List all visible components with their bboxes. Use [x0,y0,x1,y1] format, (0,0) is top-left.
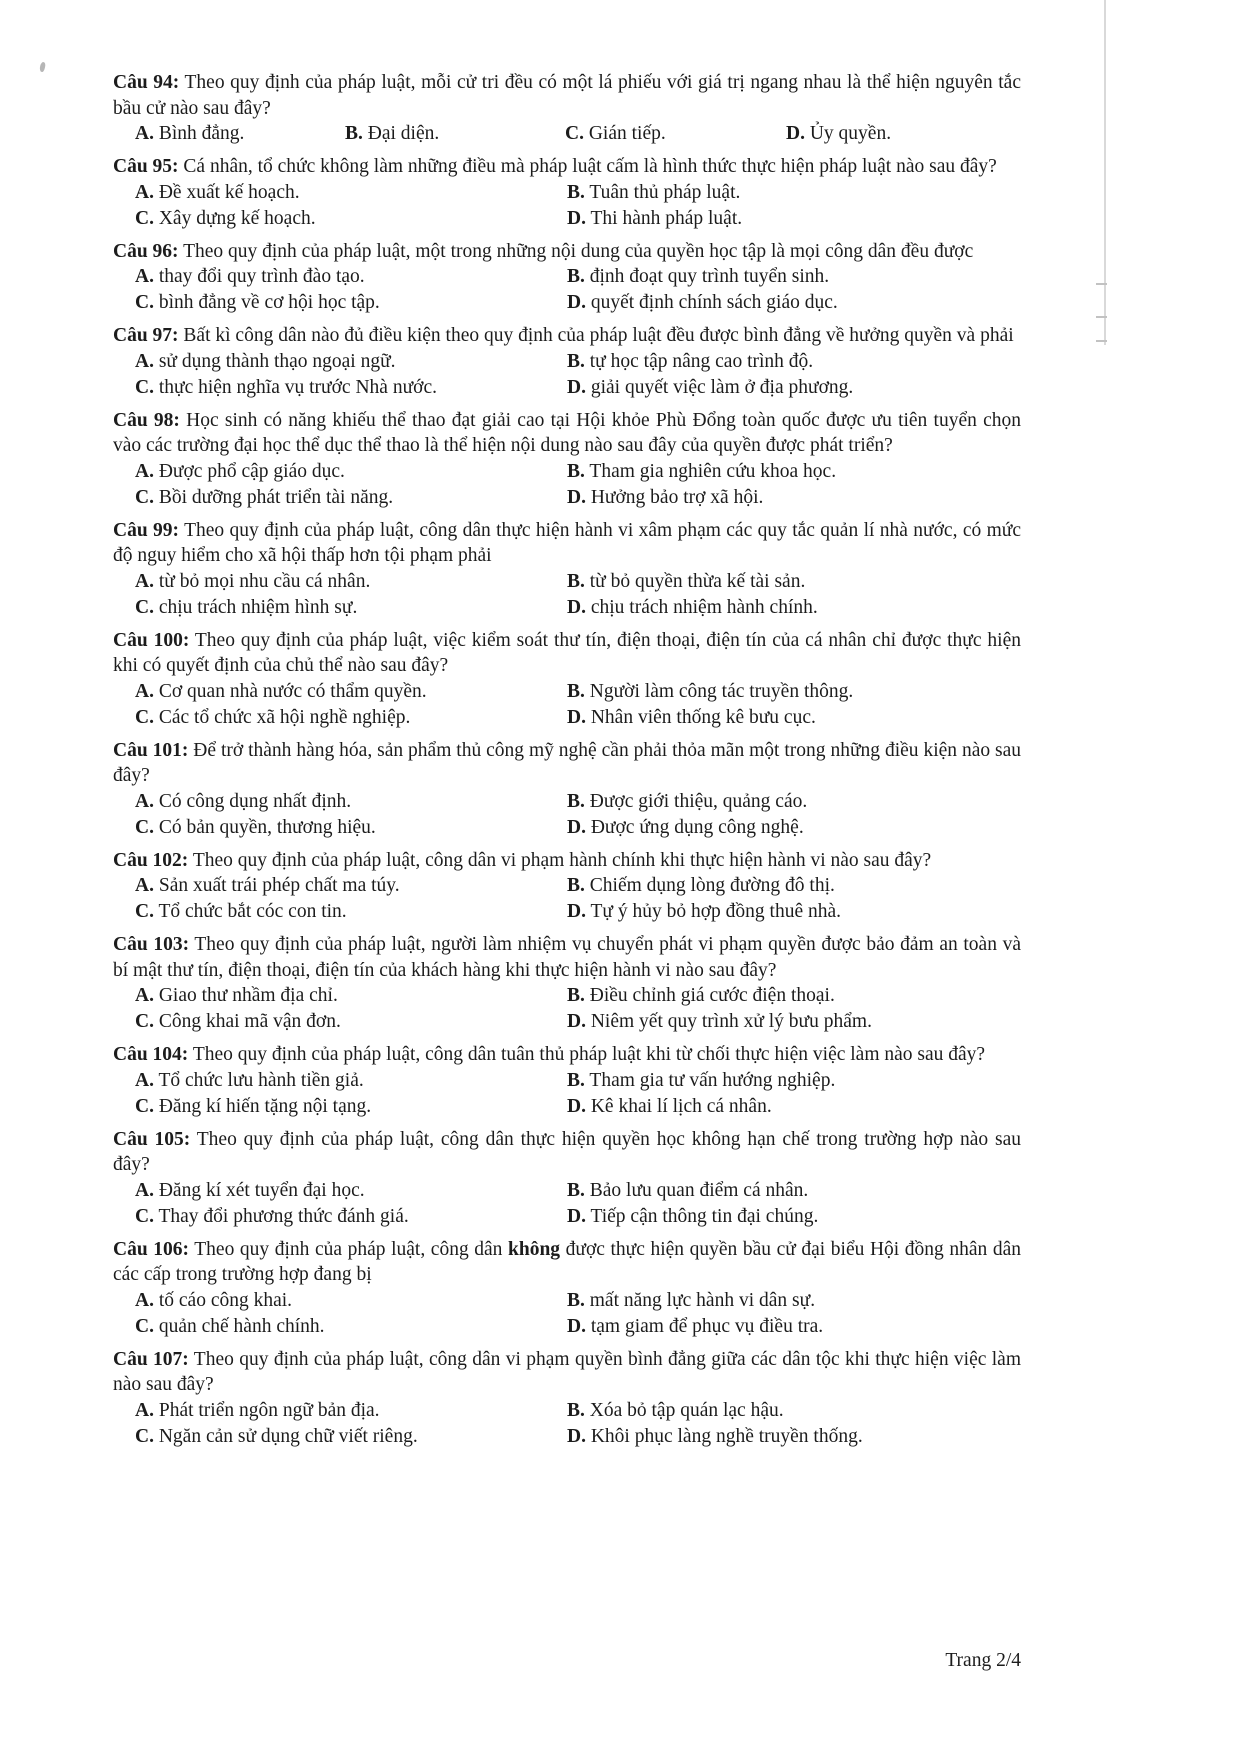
options [113,1068,1021,1120]
option-b: B. Người làm công tác truyền thông. [567,680,854,702]
question-text [113,1237,1021,1288]
option-letter: D. [567,376,586,398]
option-letter: B. [567,875,585,896]
option-letter: B. [567,1289,585,1311]
option-letter: B. [345,123,363,144]
question-text [113,70,1021,121]
options [113,349,1021,401]
option-d: D. Ủy quyền. [786,123,892,144]
option-c: C. Tổ chức bắt cóc con tin. [135,901,347,922]
option-a: A. Được phổ cập giáo dục. [135,460,345,482]
option-letter: B. [567,1179,585,1201]
scan-artifact-tick [1096,316,1107,318]
option-c: C. chịu trách nhiệm hình sự. [135,596,358,618]
option-b: B. định đoạt quy trình tuyển sinh. [567,266,830,287]
scan-artifact-tick [1096,283,1107,285]
question [113,518,1021,621]
option-c: C. Bồi dưỡng phát triển tài năng. [135,486,394,508]
options [113,679,1021,731]
option-letter: C. [135,207,154,229]
options [113,1178,1021,1230]
option-a: A. Cơ quan nhà nước có thẩm quyền. [135,680,427,702]
question-segment: Theo quy định của pháp luật, công dân thực hiện hành vi xâm phạm các quy tắc quản lí nhà nước, có mức độ nguy hiểm cho xã hội thấp hơn tội phạm phải [113,519,1021,566]
option-letter: C. [135,292,154,313]
question-text [113,239,1021,265]
option-c: C. bình đẳng về cơ hội học tập. [135,292,380,313]
option-a: A. Có công dụng nhất định. [135,790,352,812]
option-b: B. mất năng lực hành vi dân sự. [567,1289,816,1311]
question [113,1042,1021,1120]
option-letter: D. [567,816,586,838]
option-c: C. Công khai mã vận đơn. [135,1011,341,1032]
option-d: D. chịu trách nhiệm hành chính. [567,596,818,618]
option-d: D. Khôi phục làng nghề truyền thống. [567,1425,863,1447]
option-letter: B. [567,680,585,702]
option-d: D. Tiếp cận thông tin đại chúng. [567,1205,819,1227]
question-segment: Theo quy định của pháp luật, người làm nhiệm vụ chuyển phát vi phạm quyền được bảo đảm an toàn và bí mật thư tín, điện thoại, điện tín của khách hàng khi thực hiện hành vi nào sau đây? [113,934,1021,981]
option-letter: D. [567,1315,586,1337]
question-segment: Theo quy định của pháp luật, công dân [194,1238,509,1260]
option-a: A. Bình đẳng. [135,123,245,144]
question-segment: Học sinh có năng khiếu thể thao đạt giải cao tại Hội khỏe Phù Đổng toàn quốc được ưu tiên tuyển chọn vào các trường đại học thể dục thể thao là thể hiện nội dung nào sau đây của quyền được phát triển? [113,409,1021,456]
option-letter: D. [567,1011,586,1032]
option-a: A. Đề xuất kế hoạch. [135,181,300,203]
option-c: C. Gián tiếp. [565,123,666,144]
question-segment: Cá nhân, tổ chức không làm những điều mà pháp luật cấm là hình thức thực hiện pháp luật nào sau đây? [183,156,997,177]
option-letter: B. [567,570,585,592]
question-segment: Theo quy định của pháp luật, công dân vi phạm quyền bình đẳng giữa các dân tộc khi thực hiện việc làm nào sau đây? [113,1348,1022,1395]
option-d: D. tạm giam để phục vụ điều tra. [567,1315,824,1337]
option-c: C. Các tổ chức xã hội nghề nghiệp. [135,706,411,728]
option-letter: D. [567,1425,586,1447]
option-letter: C. [135,816,154,838]
option-letter: A. [135,790,154,812]
option-c: C. thực hiện nghĩa vụ trước Nhà nước. [135,376,437,398]
question-segment: Theo quy định của pháp luật, mỗi cử tri đều có một lá phiếu với giá trị ngang nhau là thể hiện nguyên tắc bầu cử nào sau đây? [113,72,1021,119]
question-text [113,1347,1021,1398]
option-letter: D. [567,207,586,229]
scan-artifact-tick [1096,340,1107,342]
option-letter: B. [567,1069,585,1091]
question-text [113,848,1021,874]
option-letter: C. [135,1011,154,1032]
option-letter: D. [567,292,586,313]
page-number: Trang 2/4 [945,1650,1021,1671]
option-d: D. Hưởng bảo trợ xã hội. [567,486,764,508]
option-letter: A. [135,350,154,372]
question-segment: Theo quy định của pháp luật, một trong những nội dung của quyền học tập là mọi công dân đều được [183,240,974,262]
options [113,873,1021,925]
option-d: D. Được ứng dụng công nghệ. [567,816,804,838]
question-segment: Bất kì công dân nào đủ điều kiện theo quy định của pháp luật đều được bình đẳng về hưởng quyền và phải [183,325,1014,346]
question-number: Câu 104: [113,1044,189,1065]
question [113,70,1021,147]
option-letter: B. [567,460,585,482]
option-d: D. Thi hành pháp luật. [567,207,743,229]
option-d: D. Niêm yết quy trình xử lý bưu phẩm. [567,1011,872,1032]
option-a: A. thay đổi quy trình đào tạo. [135,266,365,287]
option-a: A. Đăng kí xét tuyển đại học. [135,1179,365,1201]
option-letter: C. [135,901,154,922]
question-number: Câu 106: [113,1238,190,1260]
option-letter: A. [135,1179,154,1201]
option-b: B. Xóa bỏ tập quán lạc hậu. [567,1399,784,1421]
options [113,1288,1021,1340]
option-b: B. Được giới thiệu, quảng cáo. [567,790,808,812]
option-c: C. Xây dựng kế hoạch. [135,207,316,229]
option-a: A. Tổ chức lưu hành tiền giả. [135,1069,364,1091]
question-segment: Theo quy định của pháp luật, việc kiểm soát thư tín, điện thoại, điện tín của cá nhân chỉ được thực hiện khi có quyết định của chủ thể nào sau đây? [113,629,1021,676]
question-number: Câu 107: [113,1348,189,1370]
option-letter: A. [135,1069,154,1091]
question [113,408,1021,511]
options [113,1398,1021,1450]
question-number: Câu 99: [113,519,180,541]
option-a: A. tố cáo công khai. [135,1289,293,1311]
option-a: A. từ bỏ mọi nhu cầu cá nhân. [135,570,371,592]
option-b: B. Tuân thủ pháp luật. [567,181,741,203]
question-number: Câu 97: [113,325,179,346]
options [113,569,1021,621]
option-d: D. Nhân viên thống kê bưu cục. [567,706,816,728]
question-text [113,408,1021,459]
question [113,932,1021,1035]
option-c: C. Có bản quyền, thương hiệu. [135,816,376,838]
option-letter: D. [567,596,586,618]
options [113,789,1021,841]
question-segment: Theo quy định của pháp luật, công dân vi phạm hành chính khi thực hiện hành vi nào sau đây? [192,849,932,871]
option-letter: D. [786,123,805,144]
option-letter: C. [135,1095,154,1117]
option-d: D. Kê khai lí lịch cá nhân. [567,1095,772,1117]
question-number: Câu 103: [113,934,190,955]
option-letter: A. [135,460,154,482]
question-number: Câu 102: [113,849,189,871]
option-c: C. quản chế hành chính. [135,1315,325,1337]
option-letter: C. [135,596,154,618]
question-text [113,154,1021,180]
option-c: C. Thay đổi phương thức đánh giá. [135,1205,409,1227]
option-letter: C. [135,376,154,398]
option-letter: C. [135,1205,154,1227]
option-b: B. Đại diện. [345,123,440,144]
option-a: A. Giao thư nhầm địa chỉ. [135,985,338,1006]
option-b: B. Chiếm dụng lòng đường đô thị. [567,875,835,896]
option-c: C. Đăng kí hiến tặng nội tạng. [135,1095,372,1117]
option-b: B. Điều chỉnh giá cước điện thoại. [567,985,835,1006]
option-a: A. sử dụng thành thạo ngoại ngữ. [135,350,396,372]
option-b: B. Tham gia nghiên cứu khoa học. [567,460,837,482]
option-letter: C. [135,706,154,728]
question-number: Câu 96: [113,240,179,262]
question-number: Câu 101: [113,739,189,761]
scan-artifact-fleck [39,62,46,73]
question-number: Câu 95: [113,156,179,177]
question-segment: được thực hiện quyền bầu cử đại biểu Hội đồng nhân dân các cấp trong trường hợp đang bị [113,1238,1022,1285]
question [113,323,1021,401]
option-letter: B. [567,350,585,372]
question [113,154,1021,232]
scan-artifact-line [1104,0,1106,345]
question-text [113,738,1021,789]
option-a: A. Sản xuất trái phép chất ma túy. [135,875,400,896]
option-letter: B. [567,181,585,203]
option-letter: D. [567,901,586,922]
option-letter: A. [135,680,154,702]
question [113,848,1021,926]
option-letter: A. [135,875,154,896]
option-b: B. Tham gia tư vấn hướng nghiệp. [567,1069,836,1091]
option-d: D. giải quyết việc làm ở địa phương. [567,376,854,398]
question-list [113,70,1021,1457]
question-text [113,628,1021,679]
question-segment: Theo quy định của pháp luật, công dân tuân thủ pháp luật khi từ chối thực hiện việc làm nào sau đây? [192,1044,986,1065]
option-letter: D. [567,1205,586,1227]
options [113,180,1021,232]
question-segment: Theo quy định của pháp luật, công dân thực hiện quyền học không hạn chế trong trường hợp nào sau đây? [113,1128,1022,1175]
option-d: D. quyết định chính sách giáo dục. [567,292,838,313]
option-letter: A. [135,985,154,1006]
option-letter: C. [565,123,584,144]
question-number: Câu 98: [113,409,180,431]
option-letter: B. [567,790,585,812]
option-letter: A. [135,266,154,287]
option-letter: C. [135,1425,154,1447]
question-segment: Để trở thành hàng hóa, sản phẩm thủ công mỹ nghệ cần phải thỏa mãn một trong những điều kiện nào sau đây? [113,739,1022,786]
question-text [113,1042,1021,1068]
question [113,1127,1021,1230]
question-text [113,323,1021,349]
question [113,1347,1021,1450]
question [113,628,1021,731]
option-letter: D. [567,486,586,508]
options [113,459,1021,511]
options [113,264,1021,316]
option-b: B. tự học tập nâng cao trình độ. [567,350,814,372]
option-letter: A. [135,1399,154,1421]
option-letter: C. [135,1315,154,1337]
question-number: Câu 94: [113,72,180,93]
option-letter: A. [135,123,154,144]
question-text [113,932,1021,983]
question [113,239,1021,317]
question-text [113,518,1021,569]
option-a: A. Phát triển ngôn ngữ bản địa. [135,1399,380,1421]
option-d: D. Tự ý hủy bỏ hợp đồng thuê nhà. [567,901,842,922]
option-b: B. từ bỏ quyền thừa kế tài sản. [567,570,806,592]
options [113,121,1021,147]
option-b: B. Bảo lưu quan điểm cá nhân. [567,1179,809,1201]
option-letter: A. [135,181,154,203]
option-letter: B. [567,1399,585,1421]
option-letter: B. [567,985,585,1006]
question-bold-word: không [508,1238,561,1260]
option-letter: B. [567,266,585,287]
option-letter: D. [567,706,586,728]
option-c: C. Ngăn cản sử dụng chữ viết riêng. [135,1425,418,1447]
option-letter: D. [567,1095,586,1117]
option-letter: A. [135,570,154,592]
question [113,738,1021,841]
question-number: Câu 100: [113,629,190,651]
question-number: Câu 105: [113,1128,191,1150]
question-text [113,1127,1021,1178]
option-letter: A. [135,1289,154,1311]
question [113,1237,1021,1340]
option-letter: C. [135,486,154,508]
options [113,983,1021,1035]
